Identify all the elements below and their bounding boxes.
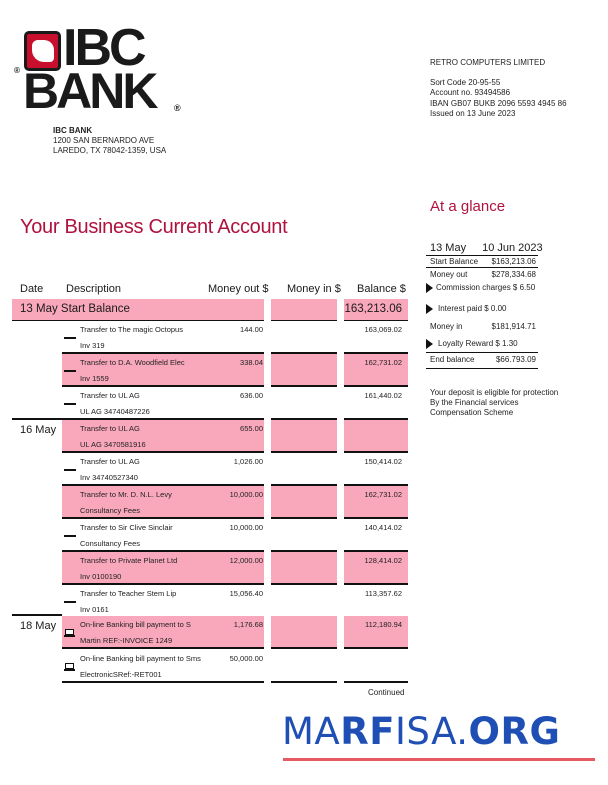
money-out-value: $278,334.68: [491, 270, 536, 279]
bank-address: [53, 126, 166, 156]
page-title: Your Business Current Account: [20, 216, 288, 238]
tx-reference: Inv 319: [80, 341, 105, 350]
tx-reference: UL AG 34740487226: [80, 407, 150, 416]
tx-description: Transfer to Sir Clive Sinclair: [80, 523, 173, 532]
table-row: [12, 321, 408, 354]
company-name: RETRO COMPUTERS LIMITED: [430, 58, 546, 67]
column-header-money-out: Money out $: [208, 283, 269, 295]
tx-balance: 150,414.02: [364, 457, 402, 466]
table-row: [12, 453, 408, 486]
start-balance-label: 13 May Start Balance: [20, 303, 130, 315]
dash-icon: [64, 370, 76, 372]
loyalty-text: Loyalty Reward $ 1.30: [438, 339, 518, 349]
dash-icon: [64, 535, 76, 537]
table-row: [12, 420, 408, 453]
money-out-label: Money out: [430, 270, 468, 279]
date-label-16-may: 16 May: [20, 424, 57, 436]
tx-money-out: 636.00: [240, 391, 263, 400]
tx-reference: Consultancy Fees: [80, 506, 141, 515]
glance-money-in: [430, 322, 536, 331]
tx-balance: 163,069.02: [364, 325, 402, 334]
money-in-value: $181,914.71: [491, 322, 536, 331]
commission-text: Commission charges $ 6.50: [436, 283, 536, 293]
fscs-line2: By the Financial services: [430, 398, 519, 407]
table-row: [12, 650, 408, 683]
tx-money-out: 144.00: [240, 325, 263, 334]
tx-balance: 140,414.02: [364, 523, 402, 532]
end-balance-value: $66.793.09: [495, 355, 536, 364]
tx-money-out: 10,000.00: [229, 523, 263, 532]
interest-text: Interest paid $ 0.00: [438, 304, 507, 314]
tx-description: Transfer to Private Planet Ltd: [80, 556, 178, 565]
tx-reference: ElectronicSRef:-RET001: [80, 670, 162, 679]
table-row: [12, 486, 408, 519]
column-header-money-in: Money in $: [287, 283, 341, 295]
period-from: 13 May: [430, 242, 467, 254]
watermark-part: ORG: [468, 710, 561, 753]
table-row: [12, 354, 408, 387]
fscs-line1: Your deposit is eligible for protection: [430, 388, 559, 397]
bank-address-line2: LAREDO, TX 78042-1359, USA: [53, 146, 167, 155]
start-balance-row: [12, 299, 408, 321]
marfisa-watermark: [282, 712, 560, 752]
glance-commission: [426, 283, 535, 293]
account-number: Account no. 93494586: [430, 88, 511, 97]
tx-description: Transfer to UL AG: [80, 424, 140, 433]
triangle-bullet-icon: [426, 283, 433, 293]
tx-balance: 162,731.02: [364, 490, 402, 499]
tx-money-out: 15,056.40: [229, 589, 263, 598]
column-header-description: Description: [66, 283, 122, 295]
account-info: [430, 58, 567, 120]
dash-icon: [64, 601, 76, 603]
dash-icon: [64, 337, 76, 339]
dash-icon: [64, 469, 76, 471]
registered-mark-icon: ®: [14, 66, 20, 75]
logo-text-bank: BANK: [23, 63, 156, 119]
tx-reference: Inv 34740527340: [80, 473, 138, 482]
tx-balance: 162,731.02: [364, 358, 402, 367]
tx-description: On-line Banking bill payment to Sms: [80, 654, 201, 663]
table-row: [12, 552, 408, 585]
issue-date: Issued on 13 June 2023: [430, 109, 516, 118]
tx-balance: 112,180.94: [365, 620, 402, 629]
start-balance-label: Start Balance: [430, 257, 479, 266]
tx-balance: 128,414.02: [364, 556, 402, 565]
column-header-date: Date: [20, 283, 44, 295]
period-to: 10 Jun 2023: [482, 242, 543, 254]
registered-mark-icon: ®: [174, 103, 181, 113]
table-row: [12, 387, 408, 420]
tx-money-out: 10,000.00: [229, 490, 263, 499]
computer-icon: [64, 663, 75, 671]
watermark-part: RF: [340, 710, 395, 753]
money-in-label: Money in: [430, 322, 463, 331]
fscs-notice: [430, 388, 558, 418]
tx-money-out: 655.00: [240, 424, 263, 433]
date-label-18-may: 18 May: [20, 620, 57, 632]
tx-reference: UL AG 3470581916: [80, 440, 146, 449]
tx-reference: Consultancy Fees: [80, 539, 141, 548]
iban: IBAN GB07 BUKB 2096 5593 4945 86: [430, 98, 567, 108]
triangle-bullet-icon: [426, 304, 433, 314]
tx-balance: 113,357.62: [365, 589, 402, 598]
tx-description: Transfer to D.A. Woodfield Elec: [80, 358, 185, 367]
continued-note: Continued: [368, 688, 405, 697]
tx-balance: 161,440.02: [364, 391, 402, 400]
tx-money-out: 1,026.00: [233, 457, 263, 466]
tx-description: Transfer to The magic Octopus: [80, 325, 183, 334]
glance-start-balance: [430, 257, 536, 266]
tx-description: On-line Banking bill payment to S: [80, 620, 191, 629]
bank-name: IBC BANK: [53, 126, 93, 135]
glance-money-out: [430, 270, 536, 279]
ibc-bank-logo: [14, 19, 184, 119]
glance-title: At a glance: [430, 198, 506, 215]
end-balance-label: End balance: [430, 355, 475, 364]
tx-reference: Martin REF:-INVOICE 1249: [80, 636, 173, 645]
watermark-part: MA: [282, 710, 341, 753]
watermark-underline: [283, 758, 595, 761]
dash-icon: [64, 403, 76, 405]
start-balance-value: $163,213.06: [491, 257, 536, 266]
tx-money-out: 12,000.00: [229, 556, 263, 565]
glance-period: [430, 242, 543, 254]
logo-text-ibc: IBC: [63, 19, 144, 77]
table-row: [12, 585, 408, 618]
sort-code: Sort Code 20-95-55: [430, 77, 501, 87]
tx-money-out: 50,000.00: [229, 654, 263, 663]
tx-description: Transfer to UL AG: [80, 457, 140, 466]
tx-description: Transfer to UL AG: [80, 391, 140, 400]
fscs-line3: Compensation Scheme: [430, 408, 514, 417]
tx-reference: Inv 1559: [80, 374, 109, 383]
glance-interest: [426, 304, 507, 314]
table-row: [12, 519, 408, 552]
tx-description: Transfer to Mr. D. N.L. Levy: [80, 490, 172, 499]
tx-money-out: 1,176.68: [233, 620, 263, 629]
tx-money-out: 338.04: [240, 358, 263, 367]
column-header-balance: Balance $: [357, 283, 406, 295]
computer-icon: [64, 629, 75, 637]
glance-loyalty: [426, 339, 518, 349]
divider: [426, 267, 538, 268]
tx-reference: Inv 0100190: [80, 572, 122, 581]
start-balance-value: 163,213.06: [344, 303, 402, 315]
tx-reference: Inv 0161: [80, 605, 109, 614]
bank-address-line1: 1200 SAN BERNARDO AVE: [53, 136, 155, 145]
divider: [426, 368, 538, 369]
divider: [426, 352, 538, 353]
triangle-bullet-icon: [426, 339, 433, 349]
watermark-part: ISA.: [395, 710, 469, 753]
glance-end-balance: [430, 355, 536, 364]
table-row: [12, 616, 408, 649]
tx-description: Transfer to Teacher Stem Lip: [80, 589, 177, 598]
